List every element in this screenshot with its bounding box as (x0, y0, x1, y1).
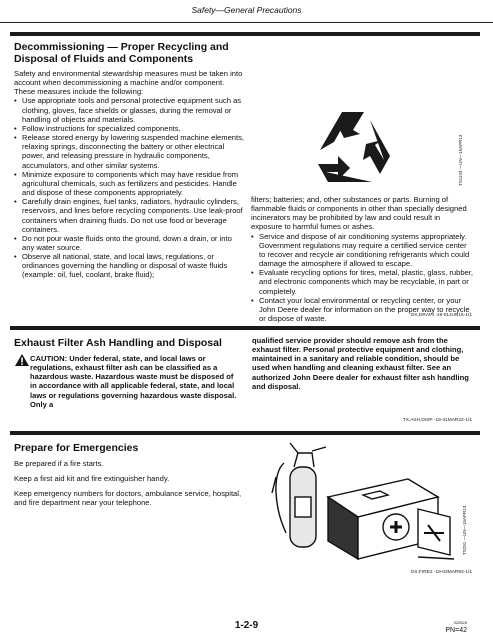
section-decommissioning (10, 32, 480, 324)
list-item: • Service and dispose of air conditioning systems appropriately. Government regulations may require a certified service center to recover and recycle air conditioning refrigerants which could damage the atmosphere if allowed to escape. (259, 232, 473, 269)
list-item: • Carefully drain engines, fuel tanks, radiators, hydraulic cylinders, reservoirs, and lines before recycling components. Use leak-proof containers when draining fluids. Do not use food or beverage containers. (22, 197, 246, 234)
caution-left (14, 354, 242, 409)
list-item: • Do not pour waste fluids onto the ground, down a drain, or into any water source. (22, 234, 246, 252)
title-line-1: Decommissioning — Proper Recycling and (14, 41, 229, 53)
left-column (14, 69, 246, 280)
right-column (251, 195, 473, 323)
recycle-icon (272, 84, 422, 204)
doc-code: DX,DRAIN -19-01JUN15-1/1 (410, 313, 472, 318)
section-title: Prepare for Emergencies (14, 442, 139, 454)
paragraph: Be prepared if a fire starts. (14, 459, 104, 468)
list-item: • Minimize exposure to components which may have residue from agricultural chemicals, such as fertilizers and pesticides. Handle and dispose of these components appropriately. (22, 170, 246, 197)
list-item: • Observe all national, state, and local laws, regulations, or ordinances governing the handling or disposal of waste fluids (example: oil, fuel, coolant, brake fluid); (22, 252, 246, 279)
emergency-text (14, 459, 242, 514)
bullet-list-right (251, 232, 473, 324)
page-pn: PN=42 (445, 627, 467, 634)
page-number: 1-2-9 (234, 620, 259, 631)
title-line-2: Disposal of Fluids and Components (14, 53, 194, 65)
page-header (0, 0, 493, 23)
caution-text: CAUTION: Under federal, state, and local laws or regulations, exhaust filter ash can be classified as a hazardous waste. Hazardous waste must be disposed of in accordance with all applicable federal, state, and local laws or regulations governing hazardous waste disposal. Only a (30, 354, 237, 409)
header-title: Safety—General Precautions (191, 5, 302, 15)
section-title: Exhaust Filter Ash Handling and Disposal (14, 337, 222, 349)
footer-small-code: 022625 (453, 620, 467, 625)
fire-extinguisher-first-aid-icon (268, 437, 458, 567)
continuation-paragraph: filters; batteries; and, other substances or parts. Burning of flammable fluids or components in other than specially designed incinerators may be prohibited by law and could result in exposure to harmful fumes or ashes. (251, 195, 467, 232)
section-emergencies (10, 431, 480, 580)
section-exhaust-filter (10, 326, 480, 427)
list-item: • Follow instructions for specialized components. (22, 124, 246, 133)
list-item: • Release stored energy by lowering suspended machine elements, relaxing springs, disconnecting the battery or other electrical power, and releasing pressure in hydraulic components, accumulators, and other similar systems. (22, 133, 246, 170)
doc-code: DX,FIRE2 -19-03MAR93-1/1 (410, 570, 472, 575)
list-item: • Contact your local environmental or recycling center, or your John Deere dealer for information on the proper way to recycle or dispose of waste. (259, 296, 473, 323)
paragraph: Keep emergency numbers for doctors, ambulance service, hospital, and fire department near your telephone. (14, 489, 242, 508)
bullet-list-left (14, 96, 246, 279)
list-item: • Use appropriate tools and personal protective equipment such as clothing, gloves, face shields or glasses, during the removal or handling of objects and materials. (22, 96, 246, 123)
paragraph: Keep a first aid kit and fire extinguisher handy. (14, 474, 170, 484)
section-title (14, 41, 254, 65)
doc-code: TX,ASH,DISP -19-31MAR22-1/1 (402, 418, 472, 423)
list-item: • Evaluate recycling options for tires, metal, plastic, glass, rubber, and electronic components which may be recyclable, in part or completely. (259, 268, 473, 295)
intro-paragraph: Safety and environmental stewardship measures must be taken into account when decommissioning a machine and/or component. These measures include the following: (14, 69, 243, 97)
image-code: TS1133 —UN—15APR13 (458, 134, 463, 186)
image-code: TS291 —UN—15APR13 (462, 505, 467, 555)
caution-right: qualified service provider should remove ash from the exhaust filter. Personal protective equipment and clothing, maintained in a sanitary and reliable condition, should be used when handling and cleaning exhaust filter. See an authorized John Deere dealer for exhaust filter ash handling and disposal. (252, 336, 469, 391)
